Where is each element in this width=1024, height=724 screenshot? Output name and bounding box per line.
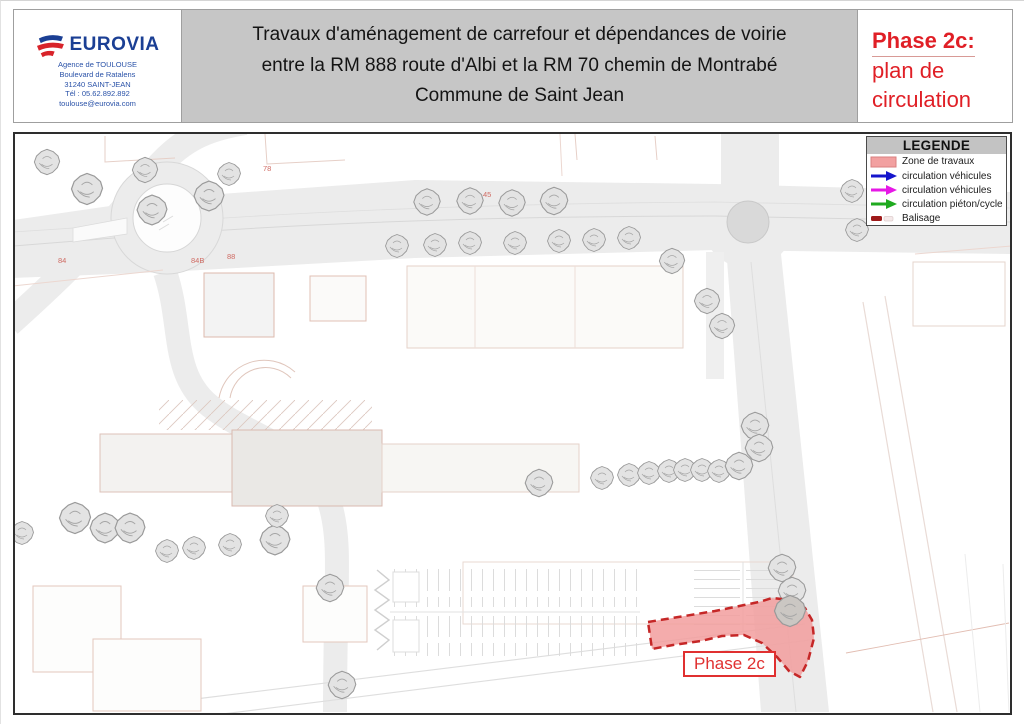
address-line: 31240 SAINT-JEAN (64, 79, 131, 89)
legend-item-vehicles-magenta (867, 183, 1006, 197)
title-line-2: entre la RM 888 route d'Albi et la RM 70 chemin de Montrabé (261, 54, 778, 76)
legend-item-vehicles-blue (867, 169, 1006, 183)
parcel-number: 84B (191, 256, 205, 265)
legend (866, 136, 1007, 226)
site-plan-drawing (15, 134, 1010, 713)
address-line: Boulevard de Ratalens (59, 69, 136, 79)
legend-item-label: Balisage (902, 212, 941, 224)
phase-subtitle-line-1: plan de (872, 58, 945, 83)
legend-item-label: Zone de travaux (902, 156, 975, 167)
company-address (58, 60, 137, 109)
address-line: Tél : 05.62.892.892 (65, 89, 130, 99)
magenta-arrow-icon (870, 185, 897, 195)
phase-title-block (857, 9, 1013, 123)
legend-title: LEGENDE (867, 137, 1006, 154)
eurovia-logo-icon (35, 32, 65, 58)
work-zone-label: Phase 2c (683, 651, 776, 677)
balisage-dash-icon (870, 214, 897, 223)
blue-arrow-icon (870, 171, 897, 181)
site-plan-map (13, 132, 1012, 715)
legend-item-balisage (867, 211, 1006, 225)
parcel-number: 78 (263, 164, 272, 173)
legend-item-pedestrian (867, 197, 1006, 211)
legend-item-label: circulation véhicules (902, 170, 992, 182)
parcel-number: 45 (483, 190, 492, 199)
title-line-3: Commune de Saint Jean (414, 85, 625, 107)
company-logo-block (13, 9, 182, 123)
parcel-number: 88 (227, 252, 236, 261)
sheet-title (181, 9, 858, 123)
title-line-1: Travaux d'aménagement de carrefour et dépendances de voirie (252, 23, 787, 45)
legend-item-label: circulation véhicules (902, 184, 992, 196)
phase-subtitle-line-2: circulation (872, 86, 972, 112)
green-arrow-icon (870, 199, 897, 209)
phase-title: Phase 2c: (872, 28, 975, 57)
parcel-number: 84 (58, 256, 67, 265)
company-logo (35, 32, 159, 58)
legend-item-zone (867, 154, 1006, 169)
work-zone-swatch-icon (870, 156, 897, 168)
address-line: toulouse@eurovia.com (59, 99, 136, 108)
legend-item-label: circulation piéton/cycle (902, 198, 1003, 210)
company-name: EUROVIA (69, 34, 160, 55)
address-line: Agence de TOULOUSE (58, 60, 137, 69)
